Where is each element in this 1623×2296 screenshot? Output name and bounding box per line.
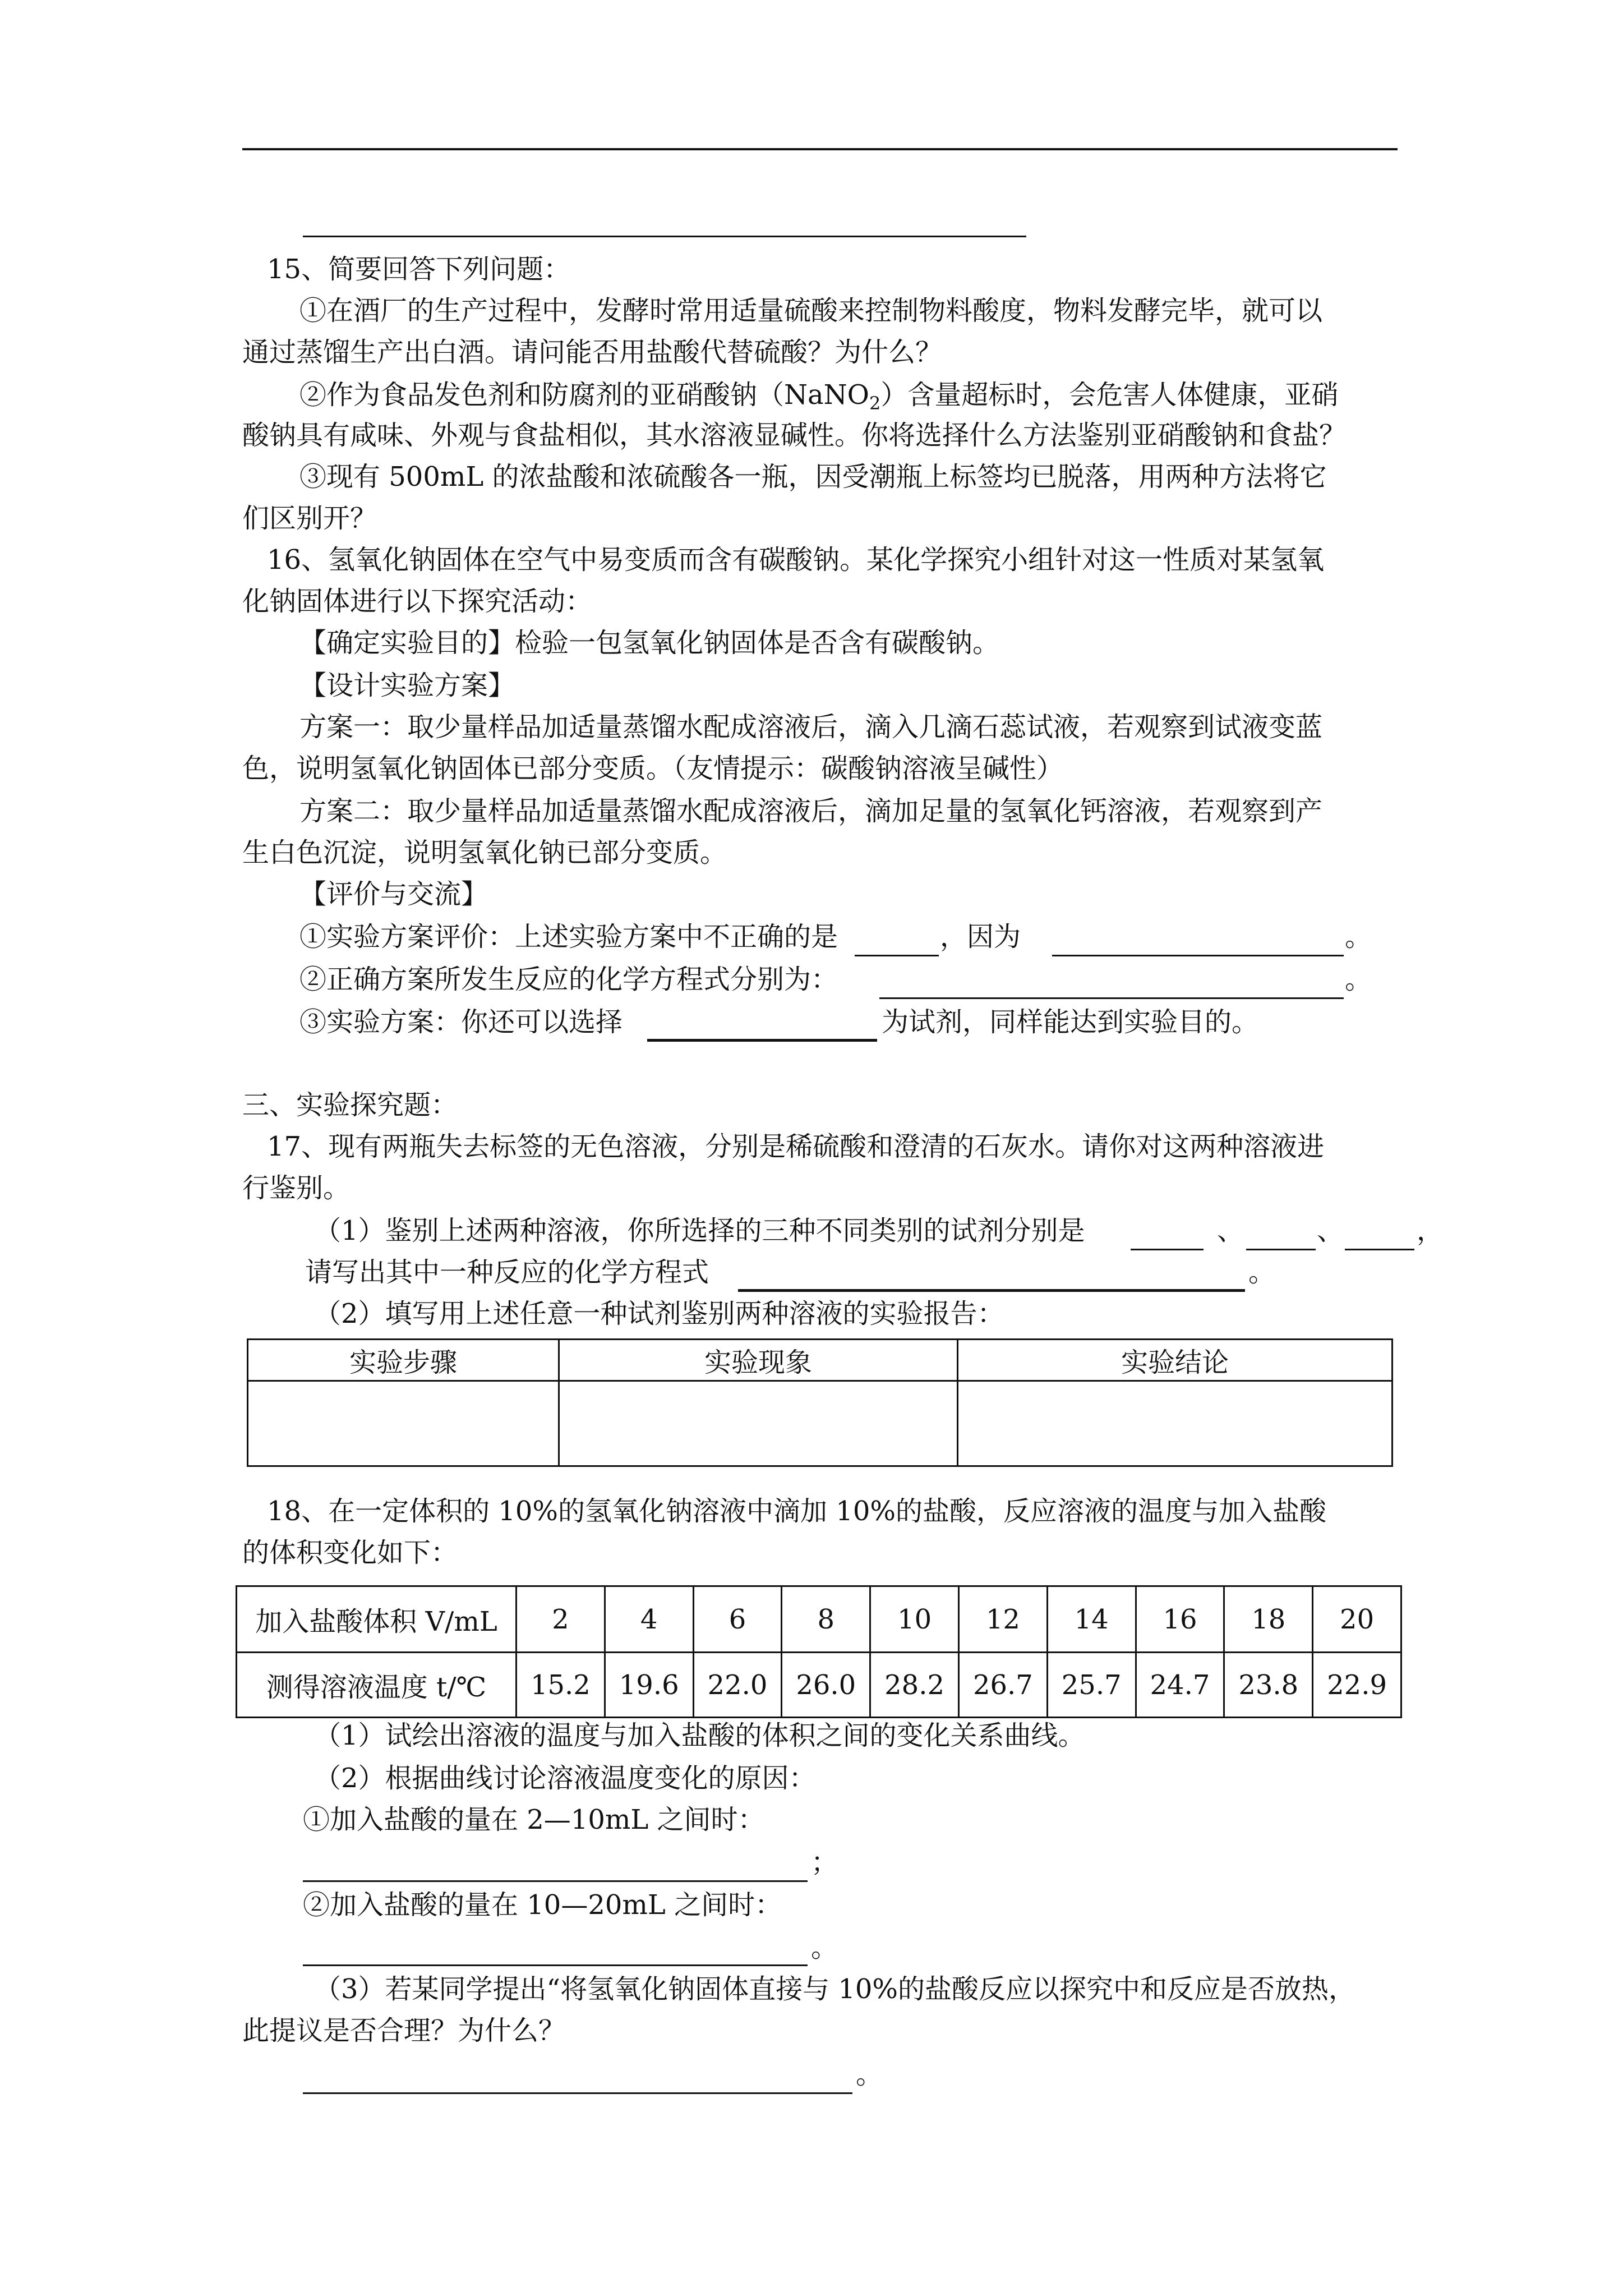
q17-sub1-line2-end: 。 [1248,1257,1276,1288]
q18-sub3-line1: （3）若某同学提出“将氢氧化钠固体直接与 10%的盐酸反应以探究中和反应是否放热， [314,1973,1356,2005]
q17-sub1-blank2[interactable] [1246,1249,1316,1250]
volume-cell: 2 [517,1586,605,1653]
temperature-cell: 19.6 [605,1653,693,1718]
q17-title-line2: 行鉴别。 [242,1172,351,1204]
q18-sub2-item2-end: 。 [811,1932,838,1963]
q17-report-table [247,1338,1393,1467]
table-header: 实验结论 [958,1340,1393,1381]
temperature-cell: 24.7 [1136,1653,1224,1718]
q16-eval-item1-mid: ，因为 [940,921,1021,953]
q16-eval-item1-text: ①实验方案评价：上述实验方案中不正确的是 [299,921,838,953]
temperature-cell: 15.2 [517,1653,605,1718]
temperature-cell: 22.9 [1313,1653,1401,1718]
volume-cell: 6 [693,1586,782,1653]
table-cell-empty[interactable] [958,1381,1393,1466]
q17-title-line1: 17、现有两瓶失去标签的无色溶液，分别是稀硫酸和澄清的石灰水。请你对这两种溶液进 [267,1131,1325,1162]
q16-eval-item3-text: ③实验方案：你还可以选择 [299,1006,623,1038]
volume-cell: 4 [605,1586,693,1653]
q17-sub1-equation-blank[interactable] [738,1289,1245,1292]
q16-plan2-line2: 生白色沉淀，说明氢氧化钠已部分变质。 [242,837,727,868]
answer-line [303,236,1026,237]
row-label-temperature: 测得溶液温度 t/℃ [237,1653,517,1718]
q16-eval-item1-blank2[interactable] [1052,955,1344,956]
q16-plan1-line1: 方案一：取少量样品加适量蒸馏水配成溶液后，滴入几滴石蕊试液，若观察到试液变蓝 [299,711,1323,743]
q16-title-line2: 化钠固体进行以下探究活动： [242,586,593,617]
q17-sub1-blank3[interactable] [1345,1249,1414,1250]
temperature-cell: 28.2 [870,1653,959,1718]
temperature-cell: 22.0 [693,1653,782,1718]
q15-part3-line1: ③现有 500mL 的浓盐酸和浓硫酸各一瓶，因受潮瓶上标签均已脱落，用两种方法将它 [299,461,1327,493]
q16-eval-item3-post: 为试剂，同样能达到实验目的。 [882,1006,1259,1038]
q16-design-heading: 【设计实验方案】 [299,670,515,701]
section-heading: 三、实验探究题： [242,1089,458,1121]
q18-data-table [236,1585,1402,1718]
q15-part3-line2: 们区别开？ [242,503,377,534]
q15-part2-line1: ②作为食品发色剂和防腐剂的亚硝酸钠（NaNO$_2$）含量超标时，会危害人体健康，亚硝 [299,379,1339,414]
volume-cell: 10 [870,1586,959,1653]
table-header: 实验步骤 [248,1340,559,1381]
q16-eval-item3-blank[interactable] [647,1039,877,1042]
q16-title-line1: 16、氢氧化钠固体在空气中易变质而含有碳酸钠。某化学探究小组针对这一性质对某氢氧 [267,544,1325,576]
table-header: 实验现象 [559,1340,958,1381]
q15-part1-line1: ①在酒厂的生产过程中，发酵时常用适量硫酸来控制物料酸度，物料发酵完毕，就可以 [299,295,1323,326]
q18-sub3-blank[interactable] [303,2092,852,2094]
q17-sub1-line1-text: （1）鉴别上述两种溶液，你所选择的三种不同类别的试剂分别是 [314,1215,1085,1246]
temperature-cell: 26.7 [958,1653,1047,1718]
q16-eval-heading: 【评价与交流】 [299,878,488,910]
q15-part1-line2: 通过蒸馏生产出白酒。请问能否用盐酸代替硫酸？为什么？ [242,337,943,368]
q15-title: 15、简要回答下列问题： [267,254,571,285]
volume-cell: 14 [1047,1586,1136,1653]
temperature-cell: 23.8 [1224,1653,1313,1718]
volume-cell: 18 [1224,1586,1313,1653]
q16-eval-item2-end: 。 [1345,964,1372,995]
q17-sub1-sep1: 、 [1217,1215,1244,1246]
q18-sub2: （2）根据曲线讨论溶液温度变化的原因： [314,1763,816,1794]
q15-part2-line2: 酸钠具有咸味、外观与食盐相似，其水溶液显碱性。你将选择什么方法鉴别亚硝酸钠和食盐？ [242,420,1347,451]
q18-sub3-line2: 此提议是否合理？为什么？ [242,2015,566,2046]
q16-eval-item2-text: ②正确方案所发生反应的化学方程式分别为： [299,964,838,995]
volume-cell: 12 [958,1586,1047,1653]
temperature-cell: 26.0 [782,1653,870,1718]
q16-aim: 【确定实验目的】检验一包氢氧化钠固体是否含有碳酸钠。 [299,627,1000,659]
q16-eval-item1-end: 。 [1345,921,1372,953]
temperature-cell: 25.7 [1047,1653,1136,1718]
header-rule [242,148,1398,150]
table-cell-empty[interactable] [559,1381,958,1466]
q17-sub1-line2-text: 请写出其中一种反应的化学方程式 [305,1257,709,1288]
q18-title-line1: 18、在一定体积的 10%的氢氧化钠溶液中滴加 10%的盐酸，反应溶液的温度与加入盐酸 [267,1496,1326,1527]
q16-plan1-line2: 色，说明氢氧化钠固体已部分变质。（友情提示：碳酸钠溶液呈碱性） [242,753,1064,784]
q18-sub2-item1-blank[interactable] [303,1880,808,1882]
q18-title-line2: 的体积变化如下： [242,1537,458,1568]
q17-sub1-sep2: 、 [1317,1215,1344,1246]
table-cell-empty[interactable] [248,1381,559,1466]
q17-sub2: （2）填写用上述任意一种试剂鉴别两种溶液的实验报告： [314,1298,1004,1329]
q18-sub2-item2-blank[interactable] [303,1964,808,1966]
q18-sub2-item2: ②加入盐酸的量在 10—20mL 之间时： [303,1889,782,1921]
q18-sub1: （1）试绘出溶液的温度与加入盐酸的体积之间的变化关系曲线。 [314,1720,1085,1751]
volume-cell: 16 [1136,1586,1224,1653]
q18-sub3-end: 。 [856,2059,883,2090]
q18-sub2-item1: ①加入盐酸的量在 2—10mL 之间时： [303,1804,765,1835]
q16-plan2-line1: 方案二：取少量样品加适量蒸馏水配成溶液后，滴加足量的氢氧化钙溶液，若观察到产 [299,795,1323,827]
q17-sub1-blank1[interactable] [1131,1249,1204,1250]
row-label-volume: 加入盐酸体积 V/mL [237,1586,517,1653]
q18-sub2-item1-end: ； [811,1847,838,1878]
volume-cell: 20 [1313,1586,1401,1653]
volume-cell: 8 [782,1586,870,1653]
q17-sub1-end: ， [1417,1215,1444,1246]
q16-eval-item2-blank[interactable] [879,997,1344,999]
q16-eval-item1-blank1[interactable] [855,955,939,956]
